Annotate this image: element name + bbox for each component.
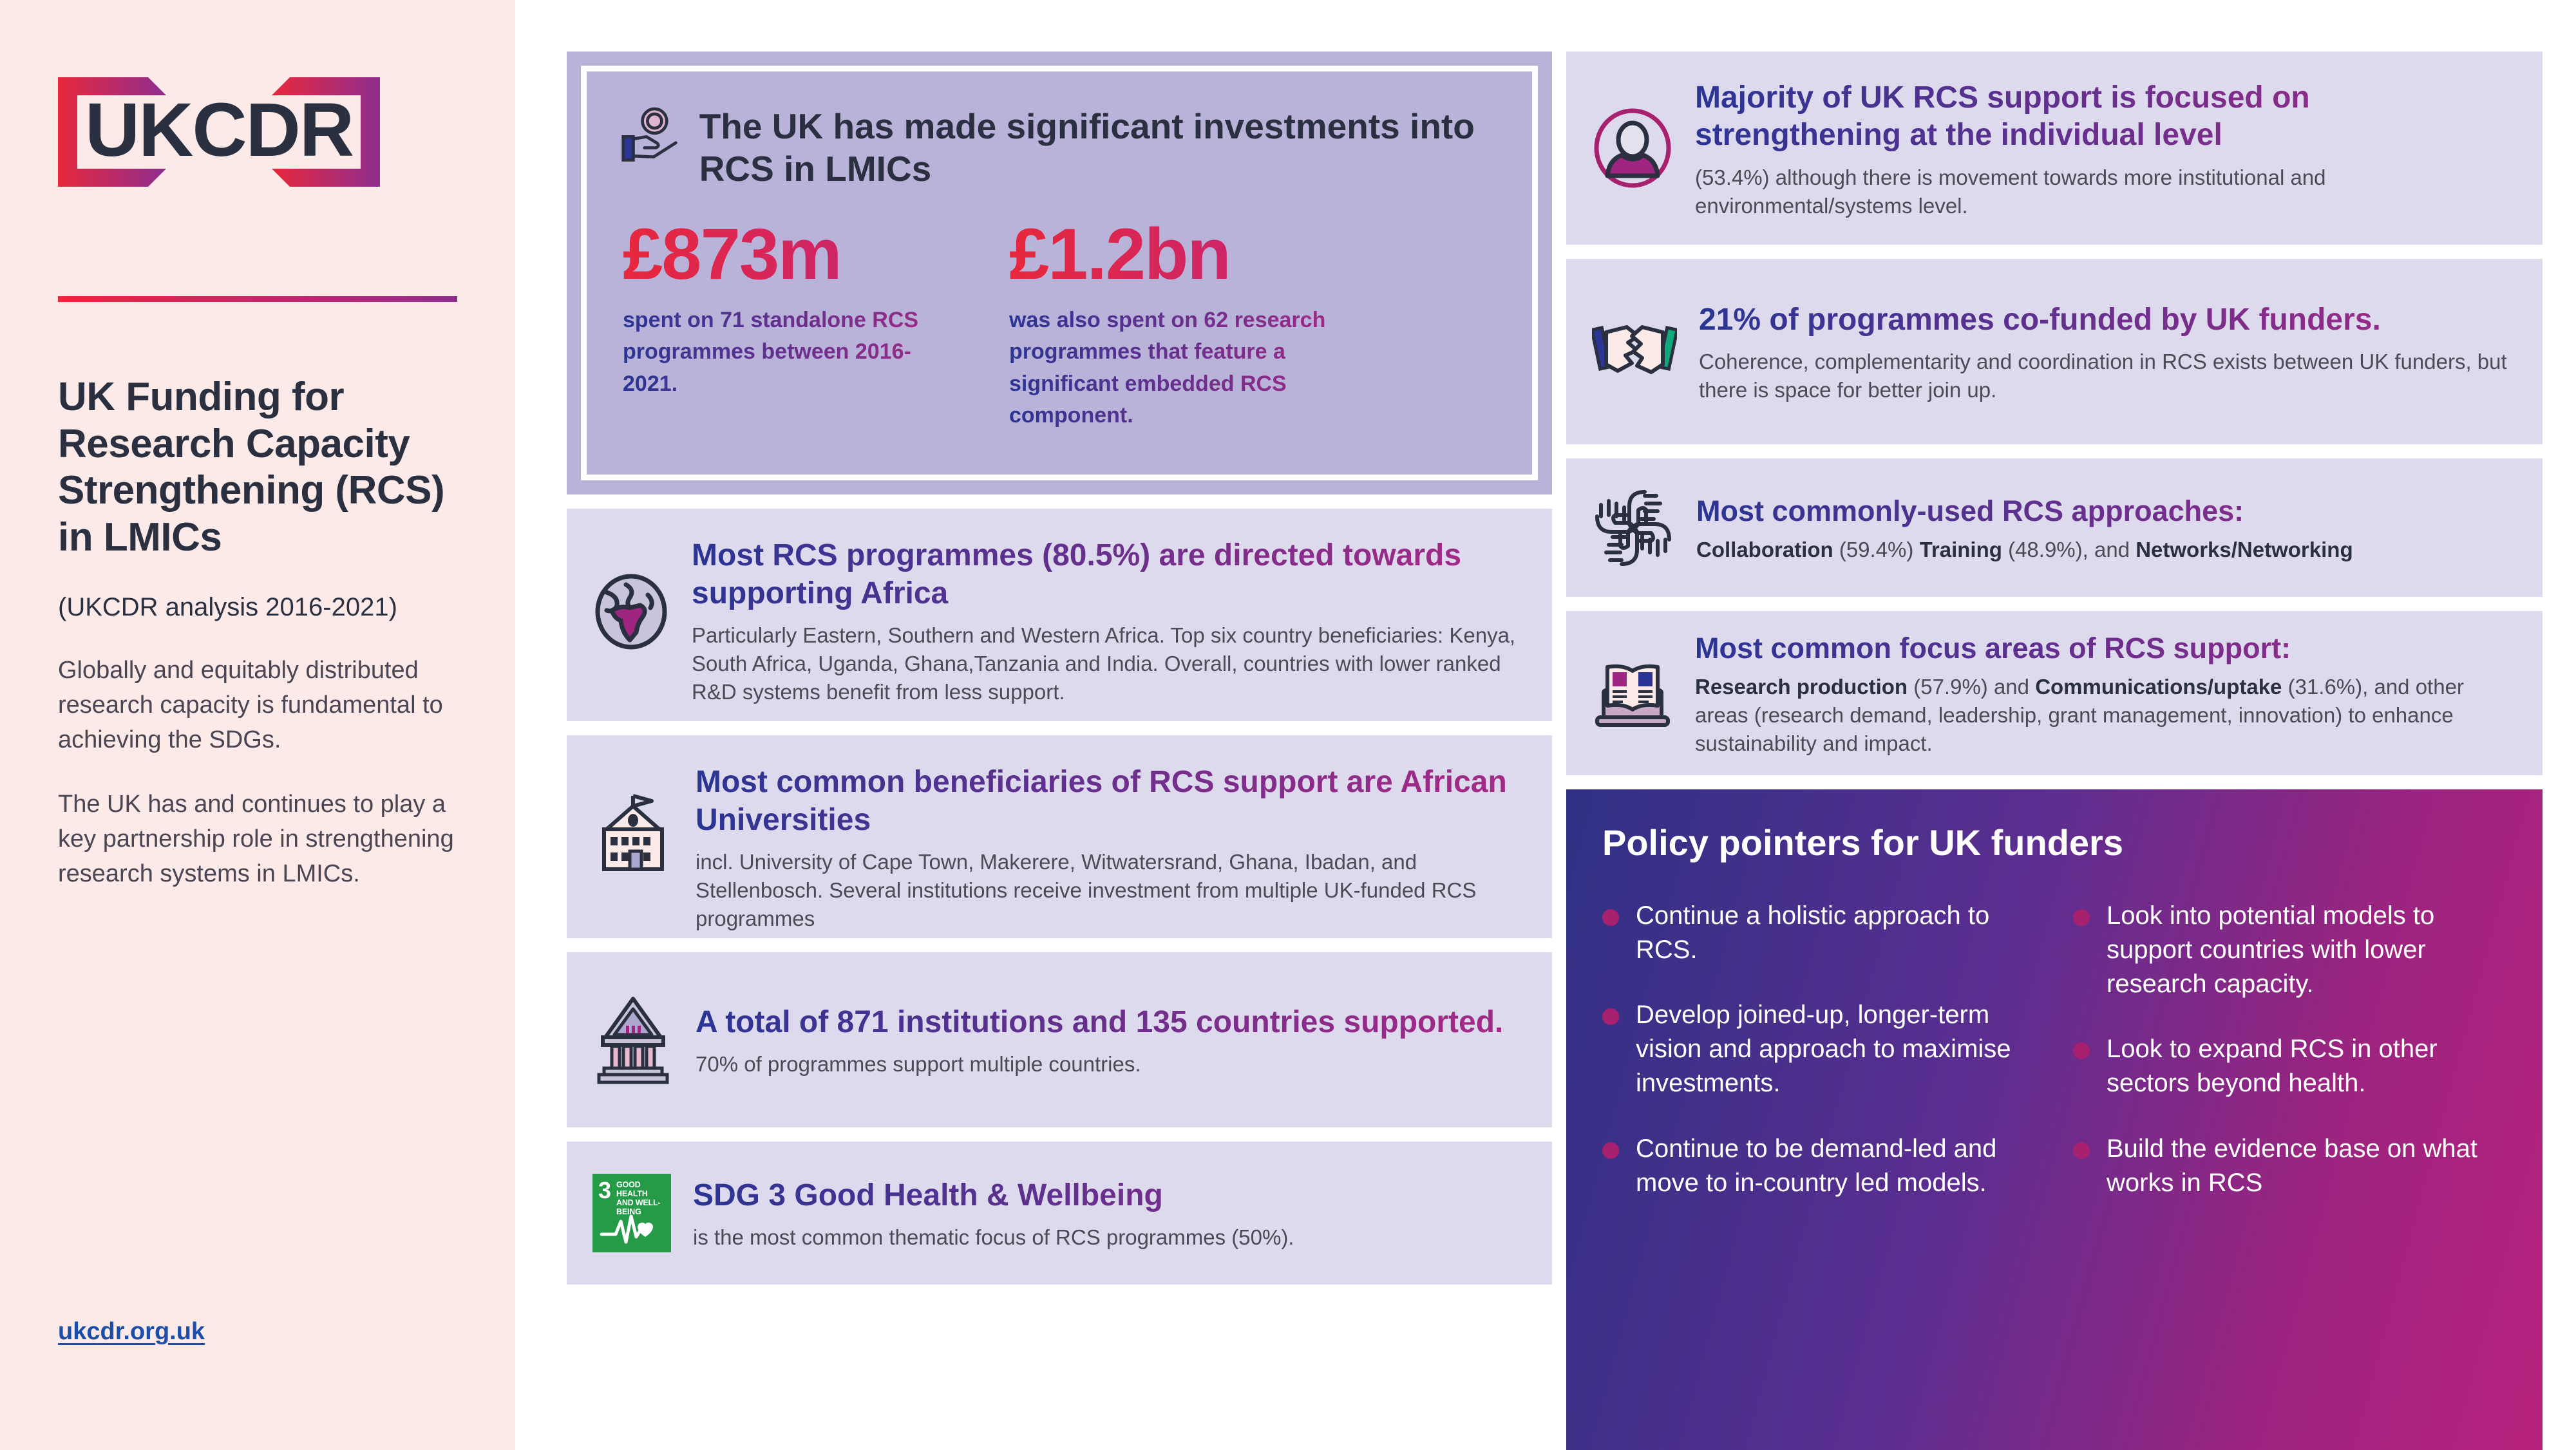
stat-label: Networks/Networking (2136, 538, 2353, 561)
card-sdg3 (567, 1142, 1552, 1285)
four-hands-collaboration-icon (1592, 487, 1674, 569)
sdg-number: 3 (598, 1177, 612, 1203)
hero-stat-value: £1.2bn (1009, 218, 1331, 290)
hero-card (567, 52, 1552, 494)
card-body: Particularly Eastern, Southern and Western Africa. Top six country beneficiaries: Kenya, South Africa, Uganda, Ghana,Tanzania and India. Overall, countries with lower ranked R&D systems benefit from less support. (692, 623, 1516, 704)
card-heading: A total of 871 institutions and 135 countries supported. (696, 1004, 1521, 1042)
open-book-laptop-icon (1592, 653, 1673, 734)
card-body-rich (1695, 673, 2512, 758)
card-heading: Most common focus areas of RCS support: (1695, 631, 2512, 666)
hero-stat-0 (623, 214, 945, 431)
right-column (1566, 52, 2543, 1450)
sidebar-paragraph-2: The UK has and continues to play a key partnership role in strengthening research systems in LMICs. (58, 790, 454, 887)
policy-item (1602, 1132, 2036, 1200)
card-body: is the most common thematic focus of RCS programmes (50%). (693, 1225, 1294, 1250)
hand-holding-coin-icon (620, 100, 680, 171)
institution-monument-icon (592, 995, 674, 1085)
hero-stat-caption: was also spent on 62 research programmes that feature a significant embedded RCS component. (1009, 305, 1331, 431)
policy-item-text: Continue a holistic approach to RCS. (1636, 901, 1990, 964)
stat-value: (59.4%) (1839, 538, 1920, 561)
person-circle-icon (1592, 108, 1673, 189)
sidebar-paragraph-1: Globally and equitably distributed research capacity is fundamental to achieving the SDGs. (58, 657, 443, 754)
hero-stat-value: £873m (623, 218, 945, 290)
card-heading: Most RCS programmes (80.5%) are directed towards supporting Africa (692, 537, 1521, 612)
card-co-funded (1566, 259, 2543, 444)
university-building-icon (592, 792, 674, 874)
policy-item (1602, 899, 2036, 967)
card-african-universities (567, 735, 1552, 938)
stat-label: Training (1919, 538, 2009, 561)
ukcdr-logo-mark (58, 58, 380, 206)
policy-title: Policy pointers for UK funders (1602, 822, 2123, 863)
globe-africa-icon (592, 573, 670, 650)
heartbeat-icon (599, 1211, 665, 1247)
middle-column (567, 52, 1552, 1450)
page-subtitle: (UKCDR analysis 2016-2021) (58, 593, 397, 622)
card-body: Coherence, complementarity and coordination in RCS exists between UK funders, but there is space for better join up. (1699, 350, 2507, 402)
page-title: UK Funding for Research Capacity Strengthening (RCS) in LMICs (58, 375, 445, 560)
ukcdr-logo (58, 58, 380, 206)
policy-item (2073, 1132, 2506, 1200)
card-individual-level (1566, 52, 2543, 245)
hero-heading: The UK has made significant investments into RCS in LMICs (699, 106, 1475, 189)
card-body: incl. University of Cape Town, Makerere, Witwatersrand, Ghana, Ibadan, and Stellenbosch. Several institutions receive investment from multiple UK-funded RCS programmes (696, 850, 1477, 930)
stat-label: Research production (1695, 675, 1914, 699)
sidebar (0, 0, 515, 1450)
stat-value: (31.6%), and other areas (research demand, leadership, grant management, innovation) to enhance sustainability and impact. (1695, 675, 2464, 755)
policy-column-right (2073, 899, 2506, 1200)
policy-item-text: Look to expand RCS in other sectors beyond health. (2107, 1035, 2438, 1098)
svg-text:UKCDR: UKCDR (84, 88, 354, 173)
hero-stat-1 (1009, 214, 1331, 431)
card-body: (53.4%) although there is movement towards more institutional and environmental/systems level. (1695, 165, 2326, 218)
card-body: 70% of programmes support multiple countries. (696, 1052, 1141, 1077)
bullet-icon (1602, 1008, 1619, 1025)
card-institutions-countries (567, 952, 1552, 1127)
content-area (515, 0, 2576, 1450)
bullet-icon (2073, 1142, 2090, 1159)
card-heading: 21% of programmes co-funded by UK funders. (1699, 301, 2512, 339)
policy-item-text: Develop joined-up, longer-term vision and approach to maximise investments. (1636, 1000, 2011, 1098)
policy-item-text: Continue to be demand-led and move to in-country led models. (1636, 1134, 1997, 1197)
policy-column-left (1602, 899, 2036, 1200)
policy-item (2073, 1032, 2506, 1100)
policy-item-text: Look into potential models to support countries with lower research capacity. (2107, 901, 2435, 998)
card-body-rich (1696, 536, 2512, 564)
stat-label: Collaboration (1696, 538, 1839, 561)
card-heading: Most common beneficiaries of RCS support are African Universities (696, 764, 1521, 839)
hero-stat-caption: spent on 71 standalone RCS programmes between 2016-2021. (623, 305, 945, 400)
sdg-label-line2: AND WELL-BEING (616, 1198, 661, 1216)
card-heading: SDG 3 Good Health & Wellbeing (693, 1177, 1521, 1215)
policy-item-text: Build the evidence base on what works in RCS (2107, 1134, 2477, 1197)
sidebar-divider (58, 296, 457, 302)
card-focus-areas (1566, 611, 2543, 775)
card-heading: Most commonly-used RCS approaches: (1696, 494, 2512, 529)
policy-item (2073, 899, 2506, 1002)
policy-item (1602, 998, 2036, 1101)
sdg3-badge-icon (592, 1174, 671, 1252)
bullet-icon (2073, 909, 2090, 926)
policy-pointers-panel (1566, 789, 2543, 1450)
website-link[interactable]: ukcdr.org.uk (58, 1318, 205, 1345)
stat-label: Communications/uptake (2035, 675, 2288, 699)
bullet-icon (2073, 1042, 2090, 1059)
handshake-icon (1592, 313, 1677, 390)
card-rcs-approaches (1566, 458, 2543, 597)
bullet-icon (1602, 1142, 1619, 1159)
bullet-icon (1602, 909, 1619, 926)
stat-value: (48.9%), and (2008, 538, 2136, 561)
sdg-label-line1: GOOD HEALTH (616, 1180, 648, 1198)
stat-value: (57.9%) and (1913, 675, 2036, 699)
card-heading: Majority of UK RCS support is focused on strengthening at the individual level (1695, 79, 2512, 155)
card-africa-support (567, 509, 1552, 721)
